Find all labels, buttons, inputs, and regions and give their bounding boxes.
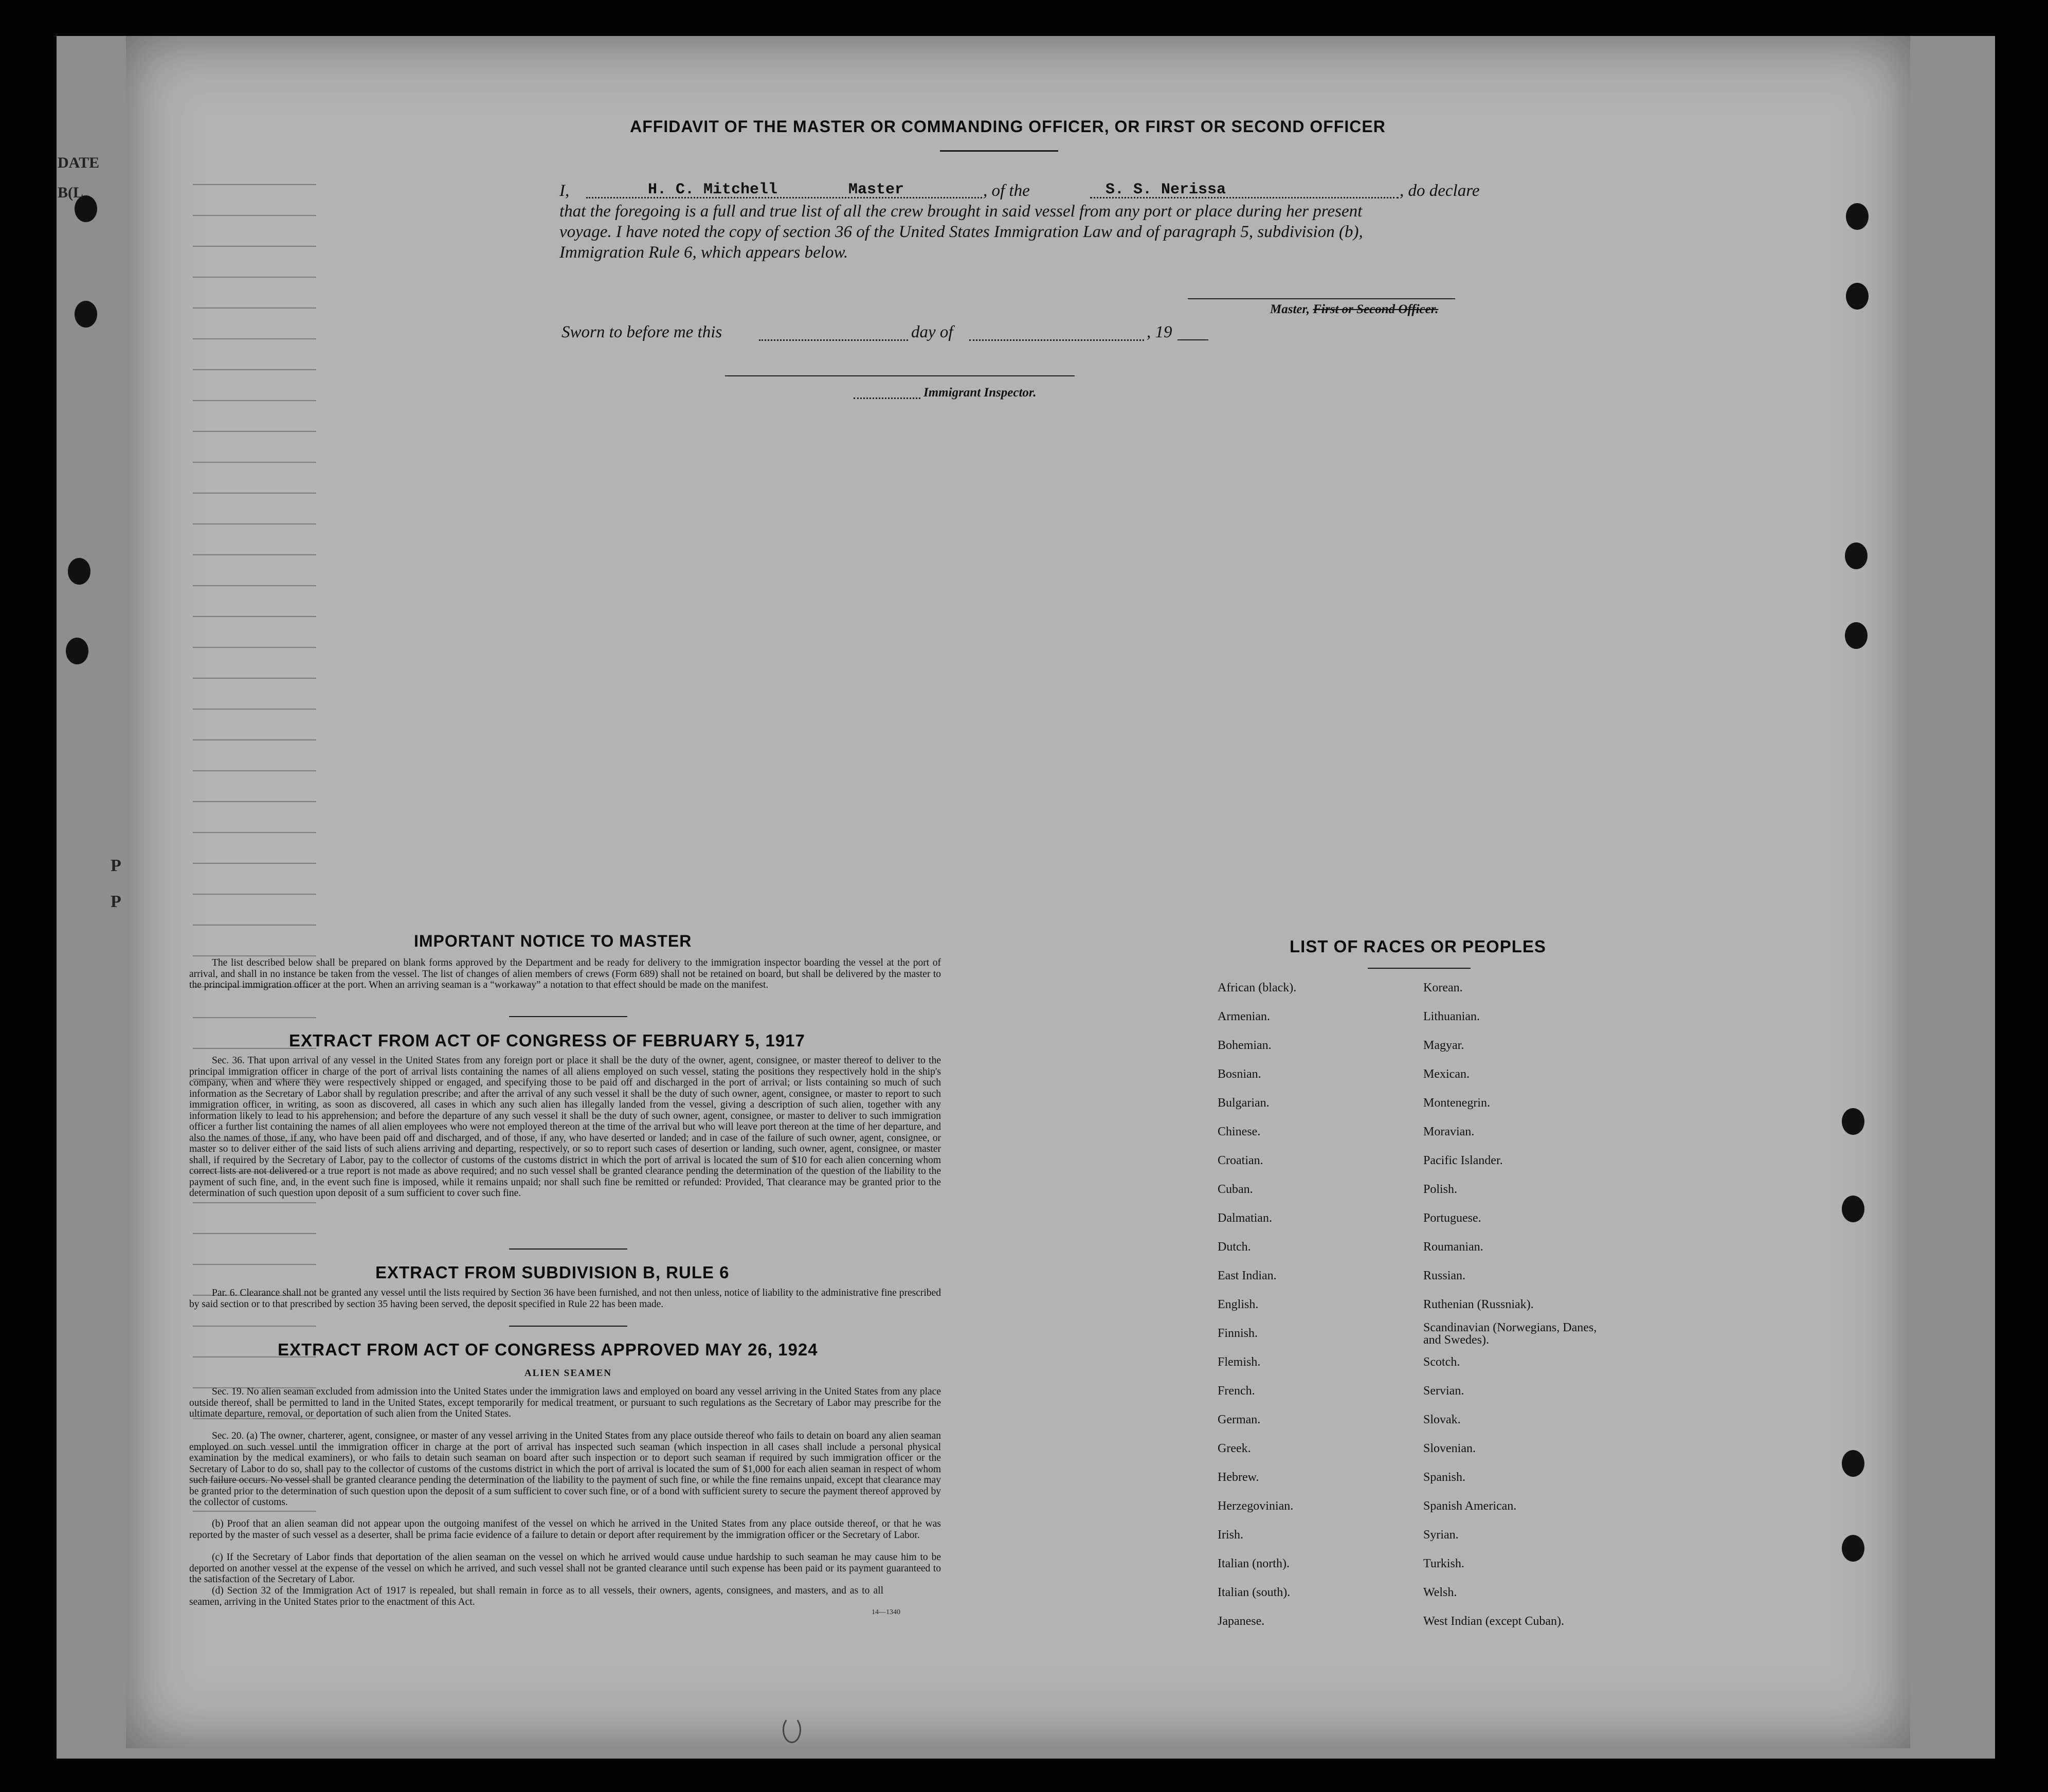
races-title: LIST OF RACES OR PEOPLES	[1290, 937, 1546, 956]
name-dotted-line	[586, 197, 982, 198]
races-right-column	[1423, 981, 1629, 1650]
sworn-day-line	[759, 339, 908, 341]
race-item: Syrian.	[1423, 1528, 1459, 1542]
rule6-rule	[509, 1248, 627, 1250]
ruled-line	[193, 185, 316, 216]
ruled-line	[193, 740, 316, 771]
affidavit-line-3: voyage. I have noted the copy of section 36 of the United States Immigration Law and of paragraph 5, subdivision (b),	[559, 223, 1363, 241]
race-item: Flemish.	[1218, 1355, 1261, 1369]
of-the-label: , of the	[983, 182, 1030, 200]
race-item: Scandinavian (Norwegians, Danes, and Swedes).	[1423, 1321, 1597, 1347]
sworn-label: Sworn to before me this	[561, 323, 722, 341]
signature-caption-struck: First or Second Officer.	[1313, 302, 1439, 316]
race-item: Bohemian.	[1218, 1039, 1272, 1052]
affidavit-line-4: Immigration Rule 6, which appears below.	[559, 243, 848, 262]
race-item: Italian (south).	[1218, 1586, 1291, 1599]
race-item: French.	[1218, 1384, 1255, 1398]
race-item: Ruthenian (Russniak).	[1423, 1298, 1534, 1311]
race-item: Bosnian.	[1218, 1067, 1261, 1081]
race-item: Montenegrin.	[1423, 1096, 1490, 1110]
act1924-rule	[509, 1326, 627, 1327]
page-mark	[783, 1716, 801, 1743]
edge-letter: P	[111, 856, 121, 875]
ruled-line	[193, 524, 316, 555]
race-item: Spanish.	[1423, 1471, 1466, 1484]
ruled-line	[193, 864, 316, 895]
race-item: Croatian.	[1218, 1154, 1263, 1167]
sec-19-paragraph: Sec. 19. No alien seaman excluded from admission into the United States under the immigration laws and employed on board any vessel arriving in the United States from any place outside thereof, shall be permitted to land in the United States, except temporarily for medical treatment, or pursuant to such regulations as the Secretary of Labor may prescribe for the ultimate departure, removal, or deportation of such alien from the United States.	[189, 1386, 941, 1419]
inspector-caption: Immigrant Inspector.	[923, 386, 1037, 400]
ruled-line	[193, 1357, 316, 1388]
ruled-line	[193, 710, 316, 740]
race-item: Korean.	[1423, 981, 1463, 994]
ruled-line	[193, 586, 316, 617]
master-rank: Master	[848, 181, 904, 198]
affidavit-line-1	[559, 182, 569, 201]
vessel-name: S. S. Nerissa	[1105, 181, 1226, 198]
notice-rule	[509, 1016, 627, 1017]
edge-letter: B(L	[58, 184, 84, 201]
ruled-line	[193, 895, 316, 926]
affidavit-title: AFFIDAVIT OF THE MASTER OR COMMANDING OFFICER, OR FIRST OR SECOND OFFICER	[630, 117, 1386, 136]
year-line	[1177, 339, 1208, 340]
ruled-line	[193, 771, 316, 802]
race-item: Pacific Islander.	[1423, 1154, 1503, 1167]
affidavit-line-2: that the foregoing is a full and true list of all the crew brought in said vessel from any port or place during her present	[559, 202, 1363, 221]
inspector-signature-line	[725, 375, 1075, 376]
race-item: Slovak.	[1423, 1413, 1461, 1426]
race-item: Slovenian.	[1423, 1442, 1476, 1455]
sec-20b-paragraph: (b) Proof that an alien seaman did not appear upon the outgoing manifest of the vessel on which he arrived in the United States from any place outside thereof, or that he was reported by the master of such vessel as a deserter, shall be prima facie evidence of a failure to detain or deport after requirement by the immigration officer or the Secretary of Labor.	[189, 1518, 941, 1541]
title-rule	[940, 150, 1058, 152]
punch-hole	[66, 638, 88, 664]
race-item: Chinese.	[1218, 1125, 1261, 1138]
race-item: West Indian (except Cuban).	[1423, 1615, 1564, 1628]
race-item: Dalmatian.	[1218, 1211, 1272, 1225]
ruled-line	[193, 494, 316, 524]
affidavit-prefix: I,	[559, 182, 570, 200]
ruled-line	[193, 987, 316, 1018]
punch-hole	[1845, 622, 1868, 649]
extract-rule6-title: EXTRACT FROM SUBDIVISION B, RULE 6	[375, 1263, 730, 1282]
sec-20c-paragraph: (c) If the Secretary of Labor finds that deportation of the alien seaman on the vessel on which he arrived would cause undue hardship to such seaman he may cause him to be deported on another vessel at the expense of the vessel on which he arrived, and such vessel shall not be granted clearance until such expense has been paid or its payment guaranteed to the satisfaction of the Secretary of Labor.	[189, 1552, 941, 1585]
ruled-line	[193, 309, 316, 339]
punch-hole	[1842, 1108, 1864, 1135]
punch-hole	[1842, 1450, 1864, 1477]
race-item: Armenian.	[1218, 1010, 1270, 1023]
races-rule	[1368, 968, 1471, 969]
edge-letter: P	[111, 892, 121, 911]
punch-hole	[1846, 203, 1869, 230]
signature-caption	[1270, 302, 1438, 317]
punch-hole	[68, 558, 90, 585]
race-item: Mexican.	[1423, 1067, 1470, 1081]
day-of-label: day of	[911, 323, 953, 341]
inspector-dots	[854, 397, 920, 399]
ruled-line	[193, 401, 316, 432]
ruled-line	[193, 154, 316, 185]
race-item: Magyar.	[1423, 1039, 1464, 1052]
race-item: Welsh.	[1423, 1586, 1457, 1599]
extract-rule6-body: Par. 6. Clearance shall not be granted any vessel until the lists required by Section 36 have been furnished, and not then unless, notice of liability to the administrative fine prescribed by said section or to that prescribed by section 35 having been served, the deposit specified in Rule 22 has been made.	[189, 1288, 941, 1310]
punch-hole	[1845, 542, 1868, 569]
extract-1917-title: EXTRACT FROM ACT OF CONGRESS OF FEBRUARY 5, 1917	[289, 1031, 805, 1050]
master-name: H. C. Mitchell	[648, 181, 778, 198]
race-item: Scotch.	[1423, 1355, 1460, 1369]
race-item: Italian (north).	[1218, 1557, 1290, 1570]
ruled-line	[193, 555, 316, 586]
ruled-line	[193, 833, 316, 864]
race-item: Bulgarian.	[1218, 1096, 1270, 1110]
race-item: Dutch.	[1218, 1240, 1251, 1254]
race-item: Lithuanian.	[1423, 1010, 1480, 1023]
race-item: Portuguese.	[1423, 1211, 1481, 1225]
ruled-line	[193, 370, 316, 401]
race-item: Moravian.	[1423, 1125, 1475, 1138]
form-number: 14—1340	[872, 1608, 900, 1616]
notice-body: The list described below shall be prepared on blank forms approved by the Department and be ready for delivery to the immigration inspector boarding the vessel at the port of arrival, and shall in no instance be taken from the vessel. The list of changes of alien members of crews (Form 689) shall not be retained on board, but shall be delivered by the master to the principal immigration officer at the port. When an arriving seaman is a “workaway” a notation to that effect should be made on the manifest.	[189, 957, 941, 990]
punch-hole	[1842, 1196, 1864, 1222]
race-item: Greek.	[1218, 1442, 1251, 1455]
punch-hole	[1842, 1535, 1864, 1562]
ruled-line	[193, 1203, 316, 1234]
year-label: , 19	[1147, 323, 1172, 341]
sworn-month-line	[969, 339, 1144, 341]
race-item: Turkish.	[1423, 1557, 1464, 1570]
ruled-line	[193, 802, 316, 833]
race-item: Hebrew.	[1218, 1471, 1259, 1484]
ruled-line	[193, 463, 316, 494]
ruled-line	[193, 679, 316, 710]
sec-20d-paragraph: (d) Section 32 of the Immigration Act of 1917 is repealed, but shall remain in force as to all vessels, their owners, agents, consignees, and masters, and as to all seamen, arriving in the United States prior to the enactment of this Act.	[189, 1585, 883, 1607]
race-item: Irish.	[1218, 1528, 1243, 1542]
race-item: East Indian.	[1218, 1269, 1277, 1282]
race-item: German.	[1218, 1413, 1261, 1426]
race-item: African (black).	[1218, 981, 1297, 994]
race-item: Herzegovinian.	[1218, 1499, 1294, 1513]
race-item: Cuban.	[1218, 1183, 1253, 1196]
race-item: Spanish American.	[1423, 1499, 1517, 1513]
ruled-line	[193, 432, 316, 463]
edge-letter: DATE	[58, 154, 100, 171]
extract-1917-body: Sec. 36. That upon arrival of any vessel in the United States from any foreign port or place it shall be the duty of the owner, agent, consignee, or master thereof to deliver to the principal immigration officer in charge of the port of arrival lists containing the names of all aliens employed on such vessel, stating the positions they respectively hold in the ship's company, when and where they were respectively shipped or engaged, and specifying those to be paid off and discharged in the port of arrival; or lists containing so much of such information as the Secretary of Labor shall by regulation prescribe; and after the arrival of any such vessel it shall be the duty of such owner, agent, consignee, or master to report to such immigration officer, in writing, as soon as discovered, all cases in which any such alien has illegally landed from the vessel, giving a description of such alien, together with any information likely to lead to his apprehension; and before the departure of any such vessel it shall be the duty of such owner, agent, consignee, or master to deliver to such immigration officer a further list containing the names of all alien employees who were not employed thereon at the time of the arrival but who will leave port thereon at the time of her departure, and also the names of those, if any, who have been paid off and discharged, and of those, if any, who have deserted or landed; and in case of the failure of such owner, agent, consignee, or master so to deliver either of the said lists of such aliens arriving and departing, respectively, or so to report such cases of desertion or landing, such owner, agent, consignee, or master shall, if required by the Secretary of Labor, pay to the collector of customs of the customs district in which the port of arrival is located the sum of $10 for each alien concerning whom correct lists are not delivered or a true report is not made as above required; and no such vessel shall be granted clearance pending the determination of the question of the liability to the payment of such fine, and, in the event such fine is imposed, while it remains unpaid; nor shall such fine be remitted or refunded: Provided, That clearance may be granted prior to the determination of such question upon deposit of a sum sufficient to cover such fine.	[189, 1055, 941, 1199]
alien-seamen-subhead: ALIEN SEAMEN	[524, 1368, 612, 1379]
notice-title: IMPORTANT NOTICE TO MASTER	[414, 932, 692, 950]
ruled-line	[193, 278, 316, 309]
punch-hole	[75, 301, 97, 328]
race-item: Russian.	[1423, 1269, 1466, 1282]
ruled-line	[193, 648, 316, 679]
race-item: English.	[1218, 1298, 1259, 1311]
race-item: Polish.	[1423, 1183, 1458, 1196]
signature-line	[1188, 298, 1455, 299]
sec-20a-paragraph: Sec. 20. (a) The owner, charterer, agent, consignee, or master of any vessel arriving in the United States from any place outside thereof who fails to detain on board any alien seaman employed on such vessel until the immigration officer in charge at the port of arrival has inspected such seaman (which inspection in all cases shall include a personal physical examination by the medical examiners), or who fails to detain such seaman on board after such inspection or to deport such seaman if required by such immigration officer or the Secretary of Labor to do so, shall pay to the collector of customs of the customs district in which the port of arrival is located the sum of $1,000 for each alien seaman in respect of whom such failure occurs. No vessel shall be granted clearance pending the determination of the liability to the payment of such fine, or while the fine remains unpaid, except that clearance may be granted prior to the determination of such question upon the deposit of a sum sufficient to cover such fine, or of a bond with sufficient surety to secure the payment thereof approved by the collector of customs.	[189, 1431, 941, 1508]
punch-hole	[1846, 283, 1869, 310]
extract-1924-title: EXTRACT FROM ACT OF CONGRESS APPROVED MAY 26, 1924	[278, 1340, 818, 1359]
race-item: Finnish.	[1218, 1327, 1258, 1340]
race-item: Roumanian.	[1423, 1240, 1483, 1254]
ruled-line	[193, 1234, 316, 1265]
ruled-line	[193, 216, 316, 247]
ruled-line	[193, 339, 316, 370]
race-item: Japanese.	[1218, 1615, 1265, 1628]
ruled-line	[193, 926, 316, 956]
ruled-line	[193, 247, 316, 278]
race-item: Servian.	[1423, 1384, 1464, 1398]
ruled-line	[193, 617, 316, 648]
signature-caption-master: Master,	[1270, 302, 1310, 316]
do-declare-label: , do declare	[1400, 182, 1480, 200]
